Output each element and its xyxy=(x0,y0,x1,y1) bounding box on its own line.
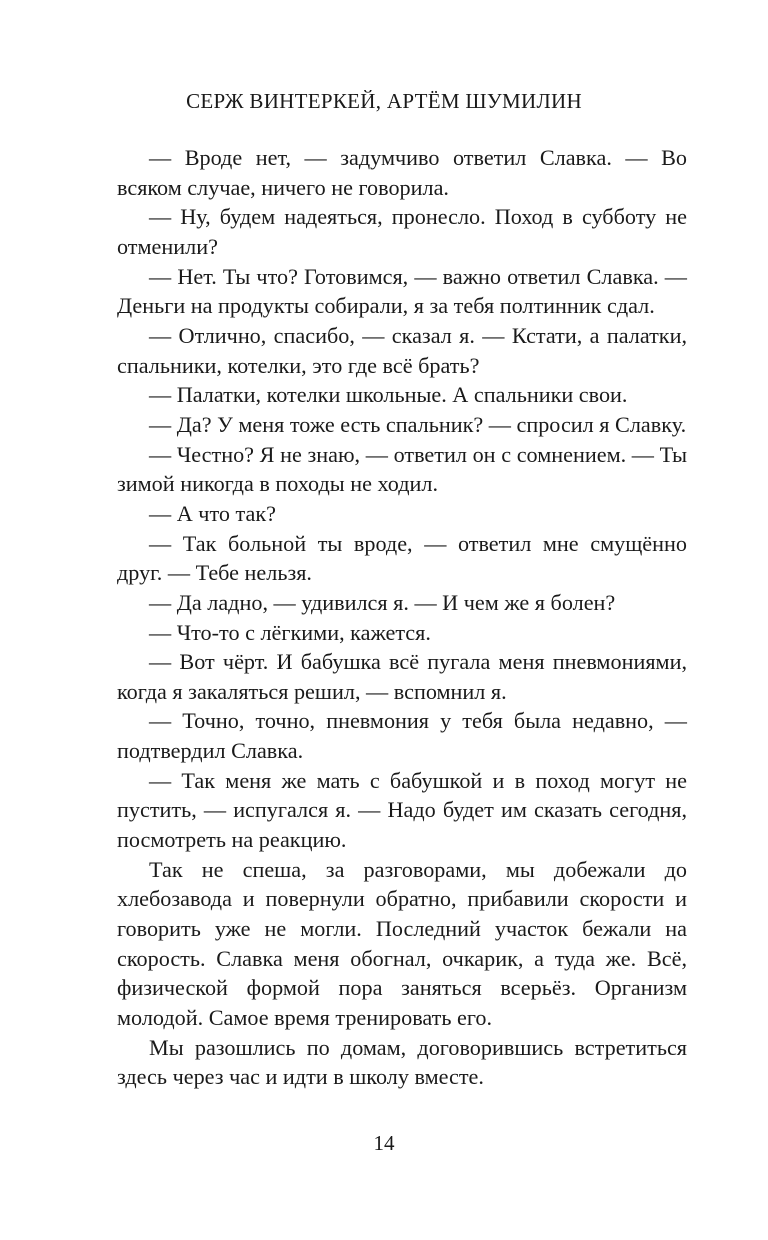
paragraph: — Точно, точно, пневмония у тебя была недавно, — подтвердил Славка. xyxy=(117,708,687,764)
body-text xyxy=(117,143,687,1092)
paragraph: — Палатки, котелки школьные. А спальники свои. xyxy=(149,382,628,408)
paragraph: — Так меня же мать с бабушкой и в поход могут не пустить, — испугался я. — Надо будет им сказать сегодня, посмотреть на реакцию. xyxy=(117,767,687,853)
paragraph: — Вот чёрт. И бабушка всё пугала меня пневмониями, когда я закаляться решил, — вспомнил я. xyxy=(117,649,687,704)
paragraph: — Да ладно, — удивился я. — И чем же я болен? xyxy=(149,589,616,615)
page-number: 14 xyxy=(373,1131,395,1155)
paragraph: — Что-то с лёгкими, кажется. xyxy=(149,619,431,645)
paragraph: — А что так? xyxy=(149,500,276,526)
paragraph: — Ну, будем надеяться, пронесло. Поход в субботу не отменили? xyxy=(117,204,687,259)
paragraph: — Нет. Ты что? Готовимся, — важно ответил Славка. — Деньги на продукты собирали, я за тебя полтинник сдал. xyxy=(117,263,687,319)
paragraph: — Так больной ты вроде, — ответил мне смущённо друг. — Тебе нельзя. xyxy=(117,530,687,586)
paragraph: — Да? У меня тоже есть спальник? — спросил я Славку. xyxy=(149,411,687,437)
paragraph: Мы разошлись по домам, договорившись встретиться здесь через час и идти в школу вместе. xyxy=(117,1034,687,1090)
paragraph: Так не спеша, за разговорами, мы добежали до хлебозавода и повернули обратно, прибавили скорости и говорить уже не могли. Последний участок бежали на скорость. Славка меня обогнал, очкарик, а туда же. Всё, физической формой пора заняться всерьёз. Организм молодой. Самое время тренировать его. xyxy=(117,856,687,1031)
running-head: СЕРЖ ВИНТЕРКЕЙ, АРТЁМ ШУМИЛИН xyxy=(186,89,582,113)
paragraph: — Честно? Я не знаю, — ответил он с сомнением. — Ты зимой никогда в походы не ходил. xyxy=(117,441,687,497)
paragraph: — Отлично, спасибо, — сказал я. — Кстати, а палатки, спальники, котелки, это где всё брать? xyxy=(117,322,687,378)
paragraph: — Вроде нет, — задумчиво ответил Славка. — Во всяком случае, ничего не говорила. xyxy=(117,145,687,200)
